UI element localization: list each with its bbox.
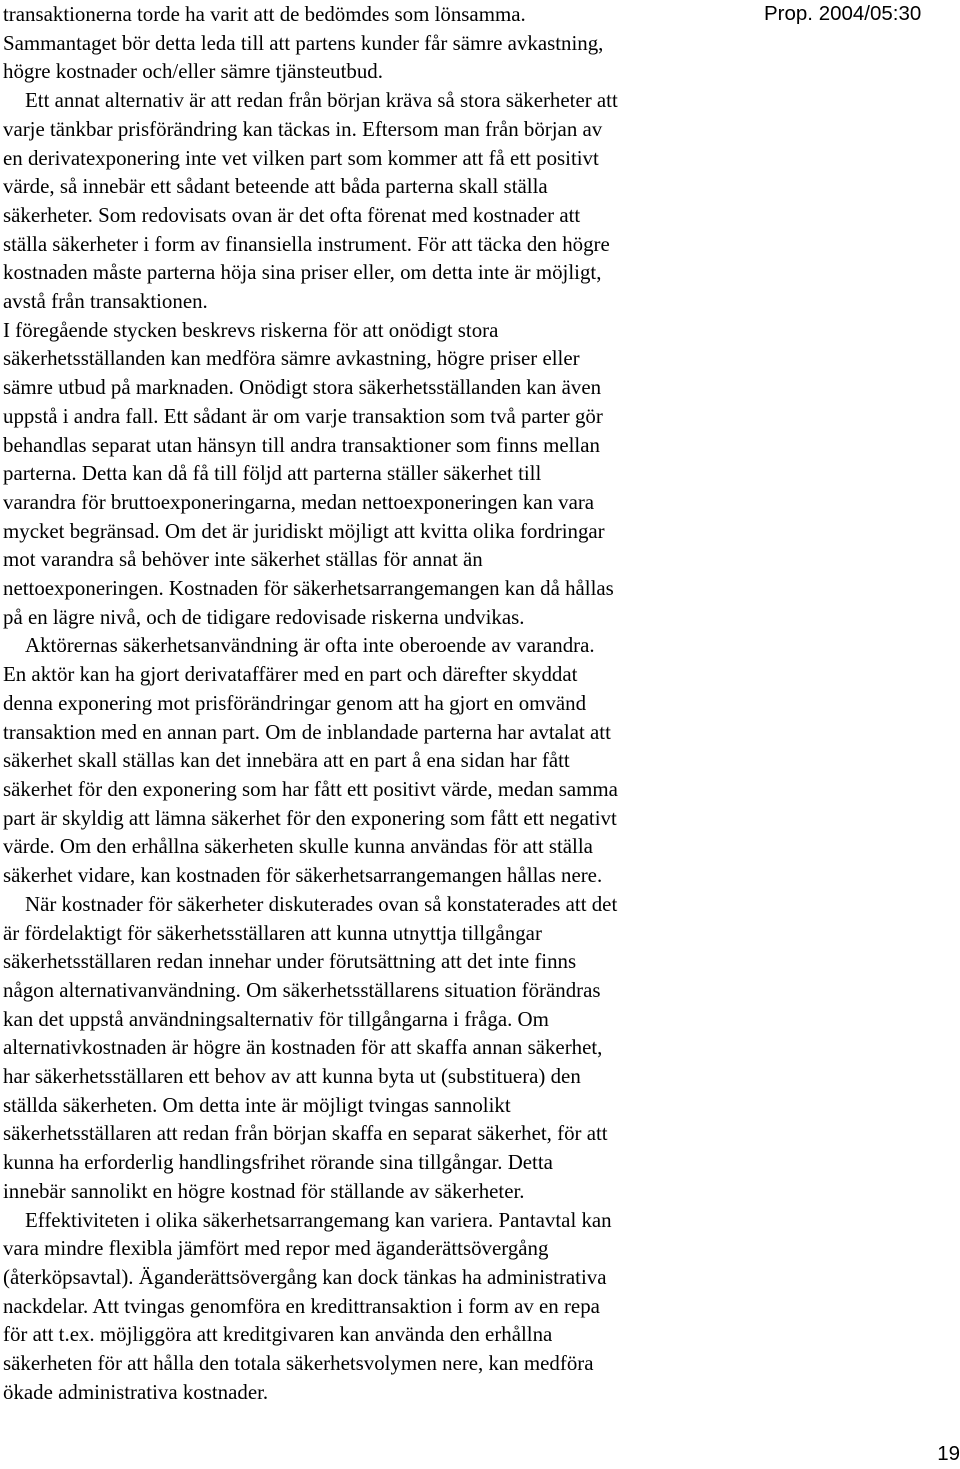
paragraph-5: När kostnader för säkerheter diskuterades ovan så konstaterades att det är fördelaktigt för säkerhetsställaren att kunna utnyttja tillgångar säkerhetsställaren redan innehar under förutsättning att det inte finns någon alternativanvändning. Om säkerhetsställarens situation förändras kan det uppstå användningsalternativ för tillgångarna i fråga. Om alternativkostnaden är högre än kostnaden för att skaffa annan säkerhet, har säkerhetsställaren ett behov av att kunna byta ut (substituera) den ställda säkerheten. Om detta inte är möjligt tvingas sannolikt säkerhetsställaren att redan från början skaffa en separat säkerhet, för att kunna ha erforderlig handlingsfrihet rörande sina tillgångar. Detta innebär sannolikt en högre kostnad för ställande av säkerheter. [3, 891, 618, 1203]
page-number: 19 [937, 1442, 960, 1465]
proposition-reference: Prop. 2004/05:30 [764, 2, 922, 25]
body-text [3, 0, 737, 1406]
paragraph-6: Effektiviteten i olika säkerhetsarrangemang kan variera. Pantavtal kan vara mindre flexibla jämfört med repor med äganderättsövergång (återköpsavtal). Äganderättsövergång kan dock tänkas ha administrativa nackdelar. Att tvingas genomföra en kredittransaktion i form av en repa för att t.ex. möjliggöra att kreditgivaren kan använda den erhållna säkerheten för att hålla den totala säkerhetsvolymen nere, kan medföra ökade administrativa kostnader. [3, 1207, 612, 1404]
paragraph-3: I föregående stycken beskrevs riskerna för att onödigt stora säkerhetsställanden kan medföra sämre avkastning, högre priser eller sämre utbud på marknaden. Onödigt stora säkerhetsställanden kan även uppstå i andra fall. Ett sådant är om varje transaktion som två parter gör behandlas separat utan hänsyn till andra transaktioner som finns mellan parterna. Detta kan då få till följd att parterna ställer säkerhet till varandra för bruttoexponeringarna, medan nettoexponeringen kan vara mycket begränsad. Om det är juridiskt möjligt att kvitta olika fordringar mot varandra så behöver inte säkerhet ställas för annat än nettoexponeringen. Kostnaden för säkerhetsarrangemangen kan då hållas på en lägre nivå, och de tidigare redovisade riskerna undvikas. [3, 317, 614, 629]
paragraph-4: Aktörernas säkerhetsanvändning är ofta inte oberoende av varandra. En aktör kan ha gjort derivataffärer med en part och därefter skyddat denna exponering mot prisförändringar genom att ha gjort en omvänd transaktion med en annan part. Om de inblandade parterna har avtalat att säkerhet skall ställas kan det innebära att en part å ena sidan har fått säkerhet för den exponering som har fått ett positivt värde, medan samma part är skyldig att lämna säkerhet för den exponering som fått ett negativt värde. Om den erhållna säkerheten skulle kunna användas för att ställa säkerhet vidare, kan kostnaden för säkerhetsarrangemangen hållas nere. [3, 633, 618, 888]
paragraph-1: transaktionerna torde ha varit att de bedömdes som lönsamma. Sammantaget bör detta leda till att partens kunder får sämre avkastning, högre kostnader och/eller sämre tjänsteutbud. [3, 2, 604, 84]
paragraph-2: Ett annat alternativ är att redan från början kräva så stora säkerheter att varje tänkbar prisförändring kan täckas in. Eftersom man från början av en derivatexponering inte vet vilken part som kommer att få ett positivt värde, så innebär ett sådant beteende att båda parterna skall ställa säkerheter. Som redovisats ovan är det ofta förenat med kostnader att ställa säkerheter i form av finansiella instrument. För att täcka den högre kostnaden måste parterna höja sina priser eller, om detta inte är möjligt, avstå från transaktionen. [3, 88, 618, 314]
